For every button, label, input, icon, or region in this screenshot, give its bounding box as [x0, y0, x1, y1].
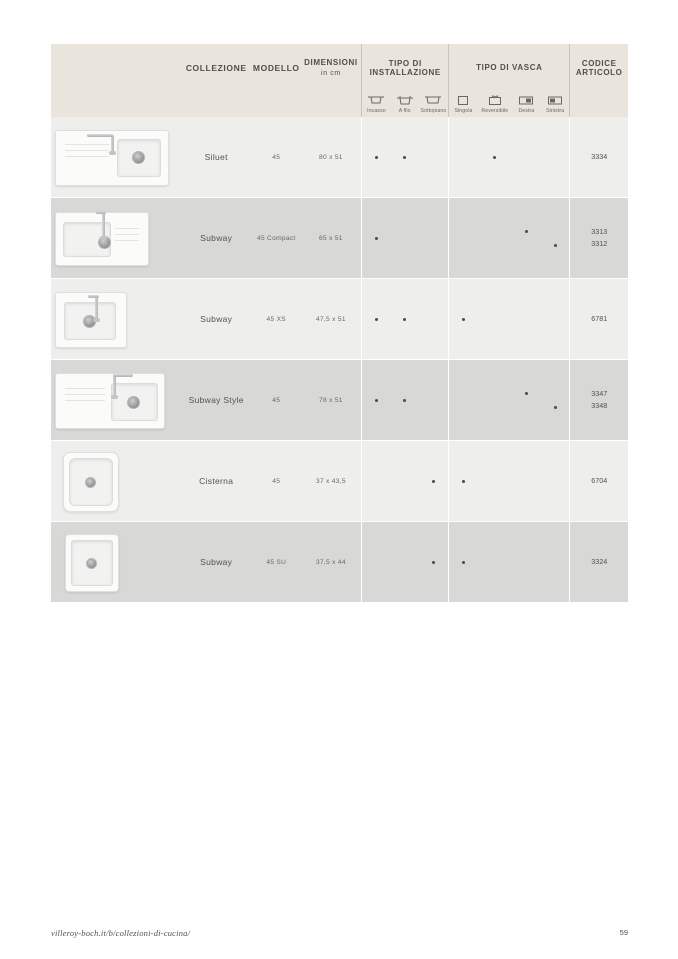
- sink-illustration-subway-45-xs: [51, 279, 180, 359]
- cell-sinistra: [541, 441, 570, 522]
- subheader-sinistra: [541, 92, 570, 117]
- cell-dimensioni: 47,5 x 51: [301, 279, 362, 360]
- cell-collezione: Subway: [180, 198, 251, 279]
- cell-sottopiano: [419, 198, 449, 279]
- table-body: [51, 117, 628, 603]
- tap-base: [111, 395, 118, 399]
- cell-a-filo: [391, 360, 419, 441]
- codice-line: 3312: [591, 239, 608, 248]
- sink-drain: [85, 477, 96, 488]
- header-vasca-group: [449, 44, 570, 92]
- cell-sinistra: [541, 117, 570, 198]
- cell-a-filo: [391, 441, 419, 522]
- cell-sottopiano: [419, 360, 449, 441]
- cell-a-filo: [391, 117, 419, 198]
- right-bowl-icon: [512, 95, 541, 108]
- reversible-bowl-icon: [478, 95, 512, 108]
- product-image-cell: [51, 117, 180, 198]
- cell-reversibile: [478, 522, 512, 603]
- tap-base: [109, 151, 116, 155]
- cell-sottopiano: [419, 279, 449, 360]
- drainer-groove: [65, 394, 105, 395]
- drainer-groove: [65, 400, 105, 401]
- subheader-incasso: [362, 92, 391, 117]
- product-image-cell: [51, 360, 180, 441]
- cell-sinistra: [541, 198, 570, 279]
- cell-modello: 45: [252, 117, 301, 198]
- cell-collezione: Cisterna: [180, 441, 251, 522]
- cell-codice: 6781: [570, 279, 628, 360]
- subheader-singola-label: Singola: [454, 108, 473, 114]
- tap-spout: [113, 374, 133, 377]
- product-image-cell: [51, 198, 180, 279]
- cell-codice: 3324: [570, 522, 628, 603]
- cell-destra: [512, 117, 541, 198]
- cell-sottopiano: [419, 117, 449, 198]
- subheader-a-filo-label: A filo: [398, 108, 411, 114]
- table-row[interactable]: [51, 279, 628, 360]
- table-row[interactable]: [51, 360, 628, 441]
- codice-line: 3347: [591, 388, 608, 398]
- cell-incasso: [362, 117, 391, 198]
- cell-modello: 45: [252, 441, 301, 522]
- cell-singola: [449, 279, 478, 360]
- single-bowl-icon: [449, 95, 478, 108]
- header-dimensioni-line1: DIMENSIONI: [304, 58, 358, 68]
- cell-destra: [512, 441, 541, 522]
- cell-singola: [449, 522, 478, 603]
- cell-collezione: Subway: [180, 522, 251, 603]
- cell-destra: [512, 360, 541, 441]
- subheader-a-filo: [391, 92, 419, 117]
- sink-illustration-subway-45-compact: [51, 198, 180, 278]
- codice-line: 3313: [591, 226, 608, 236]
- cell-dimensioni: 37,5 x 44: [301, 522, 362, 603]
- drainer-groove: [115, 234, 139, 235]
- cell-collezione: Subway Style: [180, 360, 251, 441]
- cell-sottopiano: [419, 522, 449, 603]
- product-spec-table: [51, 44, 628, 603]
- drainer-groove: [65, 156, 109, 157]
- cell-a-filo: [391, 279, 419, 360]
- cell-destra: [512, 198, 541, 279]
- cell-a-filo: [391, 522, 419, 603]
- tap-base: [100, 236, 107, 240]
- subheader-singola: [449, 92, 478, 117]
- header-installazione-group: [362, 44, 449, 92]
- cell-a-filo: [391, 198, 419, 279]
- subheader-destra-label: Destra: [518, 108, 535, 114]
- cell-reversibile: [478, 360, 512, 441]
- sink-flush-mount-icon: [362, 95, 391, 108]
- drainer-groove: [65, 144, 109, 145]
- page-number: 59: [619, 928, 628, 937]
- cell-singola: [449, 441, 478, 522]
- cell-modello: 45: [252, 360, 301, 441]
- header-modello: MODELLO: [252, 44, 301, 92]
- subheader-reversibile-label: Reversibile: [481, 108, 509, 114]
- subheader-incasso-label: Incasso: [367, 108, 386, 114]
- subheader-image-spacer: [51, 92, 180, 117]
- table-row[interactable]: [51, 441, 628, 522]
- table-row[interactable]: [51, 522, 628, 603]
- cell-modello: 45 Compact: [252, 198, 301, 279]
- header-codice-line1: CODICE: [581, 58, 617, 68]
- header-codice: [570, 44, 628, 92]
- tap-spout: [96, 211, 106, 214]
- cell-singola: [449, 117, 478, 198]
- cell-incasso: [362, 441, 391, 522]
- drainer-groove: [65, 388, 105, 389]
- product-image-cell: [51, 441, 180, 522]
- cell-reversibile: [478, 117, 512, 198]
- subheader-sinistra-label: Sinistra: [546, 108, 565, 114]
- sink-level-mount-icon: [391, 95, 419, 108]
- tap-spout: [88, 295, 99, 298]
- table-header: [51, 44, 628, 117]
- header-dimensioni: [301, 44, 362, 92]
- header-dimensioni-line2: in cm: [321, 69, 341, 77]
- cell-codice: 3334: [570, 117, 628, 198]
- cell-incasso: [362, 279, 391, 360]
- subheader-destra: [512, 92, 541, 117]
- cell-sottopiano: [419, 441, 449, 522]
- subheader-codice-spacer: [570, 92, 628, 117]
- cell-dimensioni: 37 x 43,5: [301, 441, 362, 522]
- cell-destra: [512, 279, 541, 360]
- cell-dimensioni: 78 x 51: [301, 360, 362, 441]
- tap-neck: [95, 296, 98, 320]
- header-collezione: COLLEZIONE: [180, 44, 251, 92]
- drainer-groove: [65, 150, 109, 151]
- cell-collezione: Subway: [180, 279, 251, 360]
- tap-base: [93, 318, 100, 322]
- cell-singola: [449, 198, 478, 279]
- header-codice-line2: ARTICOLO: [575, 68, 623, 77]
- sink-drain: [86, 558, 97, 569]
- sink-drain: [132, 151, 145, 164]
- drainer-groove: [115, 228, 139, 229]
- product-image-cell: [51, 279, 180, 360]
- cell-reversibile: [478, 279, 512, 360]
- cell-singola: [449, 360, 478, 441]
- sink-drain: [127, 396, 140, 409]
- sink-undermount-icon: [419, 95, 449, 108]
- cell-destra: [512, 522, 541, 603]
- cell-modello: 45 XS: [252, 279, 301, 360]
- cell-codice: 6704: [570, 441, 628, 522]
- cell-incasso: [362, 198, 391, 279]
- cell-dimensioni: 65 x 51: [301, 198, 362, 279]
- cell-sinistra: [541, 522, 570, 603]
- sink-illustration-subway-45-su: [51, 522, 180, 602]
- subheader-dimensioni-spacer: [301, 92, 362, 117]
- product-image-cell: [51, 522, 180, 603]
- left-bowl-icon: [541, 95, 570, 108]
- header-vasca-label: TIPO DI VASCA: [476, 63, 543, 73]
- tap-neck: [102, 212, 105, 238]
- tap-neck: [113, 375, 116, 397]
- header-installazione-line2: INSTALLAZIONE: [369, 68, 441, 77]
- cell-modello: 45 SU: [252, 522, 301, 603]
- cell-codice: [570, 360, 628, 441]
- cell-sinistra: [541, 279, 570, 360]
- cell-reversibile: [478, 198, 512, 279]
- subheader-sottopiano: [419, 92, 449, 117]
- tap-spout: [87, 134, 113, 137]
- cell-collezione: Siluet: [180, 117, 251, 198]
- subheader-collezione-spacer: [180, 92, 251, 117]
- codice-line: 3348: [591, 401, 608, 410]
- header-installazione-line1: TIPO DI: [388, 58, 422, 68]
- cell-incasso: [362, 522, 391, 603]
- drainer-groove: [115, 240, 139, 241]
- table-row[interactable]: [51, 117, 628, 198]
- cell-sinistra: [541, 360, 570, 441]
- sink-illustration-cisterna-45: [51, 441, 180, 521]
- cell-dimensioni: 80 x 51: [301, 117, 362, 198]
- cell-incasso: [362, 360, 391, 441]
- header-image-spacer: [51, 44, 180, 92]
- footer-url: villeroy-boch.it/b/collezioni-di-cucina/: [51, 928, 191, 938]
- table-row[interactable]: [51, 198, 628, 279]
- cell-codice: [570, 198, 628, 279]
- cell-reversibile: [478, 441, 512, 522]
- subheader-modello-spacer: [252, 92, 301, 117]
- subheader-reversibile: [478, 92, 512, 117]
- sink-illustration-siluet-45: [51, 117, 180, 197]
- subheader-sottopiano-label: Sottopiano: [420, 108, 447, 114]
- sink-illustration-subway-style-45: [51, 360, 180, 440]
